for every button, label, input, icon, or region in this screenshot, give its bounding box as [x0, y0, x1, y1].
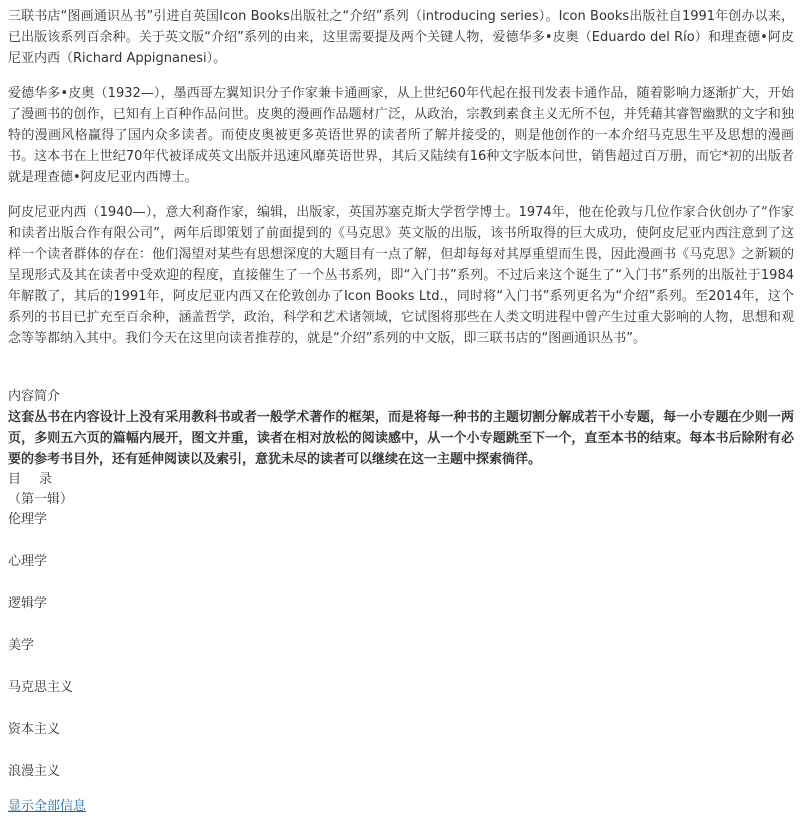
- eduardo-paragraph: 爱德华多•皮奥（1932—），墨西哥左翼知识分子作家兼卡通画家，从上世纪60年代起在报刊发表卡通作品，随着影响力逐渐扩大，开始了漫画书的创作，已知有上百种作品问世。皮奥的漫画作品题材广泛，从政治，宗教到素食主义无所不包，并凭藉其睿智幽默的文字和独特的漫画风格赢得了国内众多读者。而使皮奥被更多英语世界的读者所了解并接受的，则是他创作的一本介绍马克思生平及思想的漫画书。这本书在上世纪70年代被译成英文出版并迅速风靡英语世界，其后又陆续有16种文字版本问世，销售超过百万册，而它*初的出版者就是理查德•阿皮尼亚内西博士。: [8, 86, 794, 185]
- intro-label: 内容简介: [8, 389, 61, 404]
- toc-item: 浪漫主义: [8, 764, 61, 779]
- toc-item: 伦理学: [8, 512, 48, 527]
- intro-text: 这套丛书在内容设计上没有采用教科书或者一般学术著作的框架，而是将每一种书的主题切割分解成若干小专题，每一小专题在少则一两页，多则五六页的篇幅内展开，图文并重，读者在相对放松的阅读感中，从一个小专题跳至下一个，直至本书的结束。每本书后除附有必要的参考书目外，还有延伸阅读以及索引，意犹未尽的读者可以继续在这一主题中探索徜徉。: [8, 410, 794, 467]
- spacer: [8, 363, 794, 387]
- toc-item: 逻辑学: [8, 596, 48, 611]
- toc-subtitle: （第一辑）: [8, 492, 74, 507]
- appignanesi-paragraph: 阿皮尼亚内西（1940—），意大利裔作家，编辑，出版家，英国苏塞克斯大学哲学博士。1974年，他在伦敦与几位作家合伙创办了“作家和读者出版合作有限公司”，两年后即策划了前面提到的《马克思》英文版的出版，该书所取得的巨大成功，使阿皮尼亚内西注意到了这样一个读者群体的存在：他们渴望对某些有思想深度的大题目有一点了解，但却每每对其厚重望而生畏，因此漫画书《马克思》之新颖的呈现形式及其在读者中受欢迎的程度，直接催生了一个丛书系列，即“入门书”系列。不过后来这个诞生了“入门书”系列的出版社于1984年解散了，其后的1991年，阿皮尼亚内西又在伦敦创办了Icon Books Ltd.，同时将“入门书”系列更名为“介绍”系列。至2014年，这个系列的书目已扩充至百余种，涵盖哲学，政治，科学和艺术诸领域，它试图将那些在人类文明进程中曾产生过重大影响的人物，思想和观念等等都纳入其中。我们今天在这里向读者推荐的，就是“介绍”系列的中文版，即三联书店的“图画通识丛书”。: [8, 205, 794, 346]
- toc-section: [8, 470, 794, 804]
- series-origin-paragraph: 三联书店“图画通识丛书”引进自英国Icon Books出版社之“介绍”系列（introducing series）。Icon Books出版社自1991年创办以来，已出版该系列百余种。关于英文版“介绍”系列的由来，这里需要提及两个关键人物，爱德华多•皮奥（Eduardo del Río）和理查德•阿皮尼亚内西（Richard Appignanesi）。: [8, 9, 794, 66]
- book-detail-page: [8, 0, 794, 816]
- toc-item: 资本主义: [8, 722, 61, 737]
- intro-section: [8, 387, 794, 470]
- toc-item: 心理学: [8, 554, 48, 569]
- toc-item: 马克思主义: [8, 680, 74, 695]
- show-all-info-link[interactable]: 显示全部信息: [8, 799, 87, 814]
- toc-item: 美学: [8, 638, 35, 653]
- toc-title: 目录: [8, 472, 71, 487]
